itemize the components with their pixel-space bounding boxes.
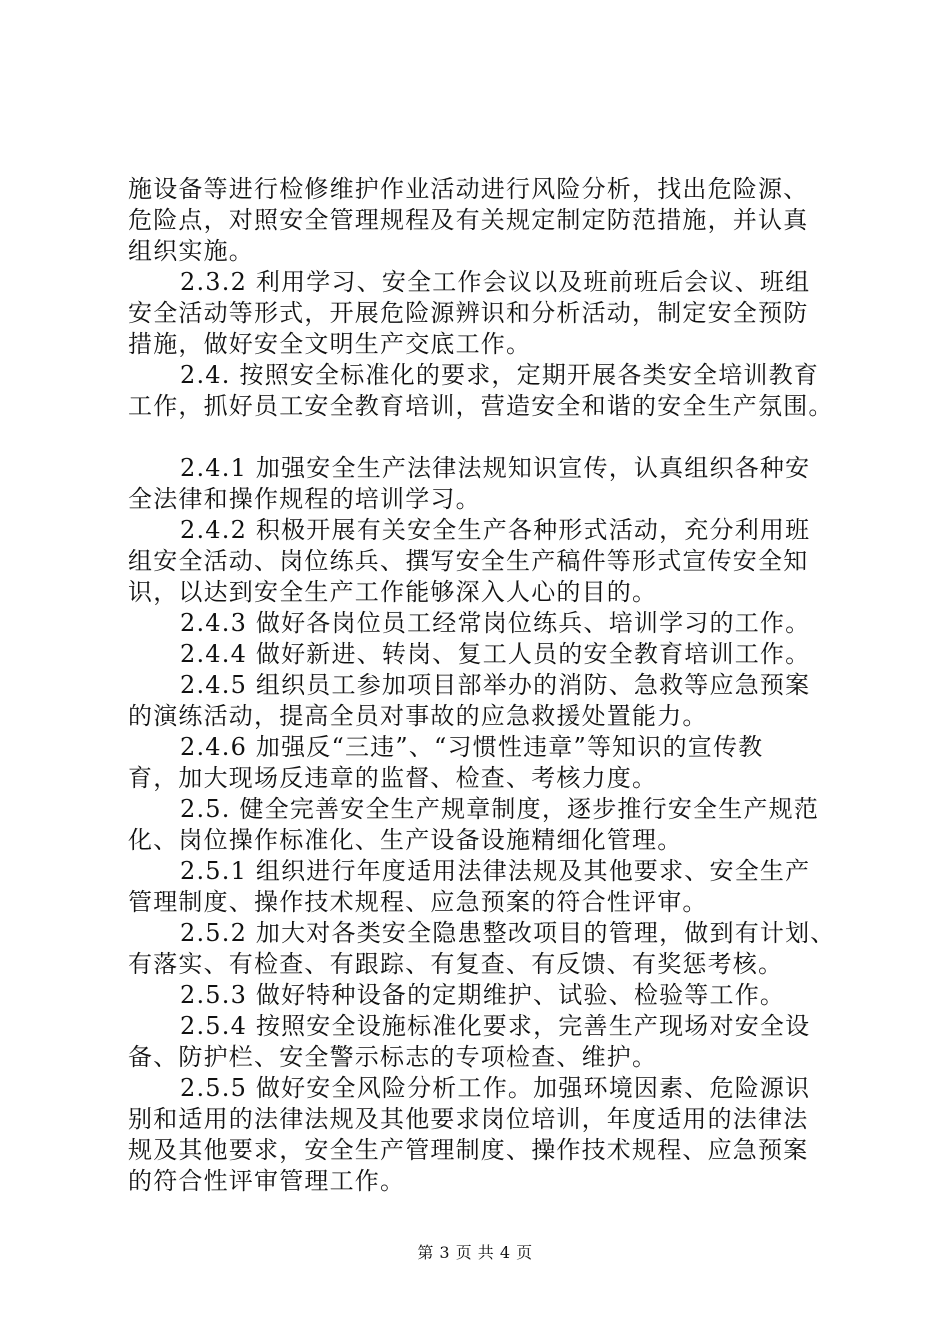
text-line: 工作，抓好员工安全教育培训，营造安全和谐的安全生产氛围。 <box>128 392 834 420</box>
section-2-4-1-line: 2.4.1 加强安全生产法律法规知识宣传，认真组织各种安 <box>180 454 811 482</box>
section-2-5-1-line: 2.5.1 组织进行年度适用法律法规及其他要求、安全生产 <box>180 857 811 885</box>
text-line: 措施，做好安全文明生产交底工作。 <box>128 330 532 358</box>
section-2-3-2-line: 2.3.2 利用学习、安全工作会议以及班前班后会议、班组 <box>180 268 811 296</box>
text-line: 育，加大现场反违章的监督、检查、考核力度。 <box>128 764 658 792</box>
text-line: 组安全活动、岗位练兵、撰写安全生产稿件等形式宣传安全知 <box>128 547 809 575</box>
text-line: 安全活动等形式，开展危险源辨识和分析活动，制定安全预防 <box>128 299 809 327</box>
section-2-5-line: 2.5. 健全完善安全生产规章制度，逐步推行安全生产规范 <box>180 795 820 823</box>
section-2-5-3-line: 2.5.3 做好特种设备的定期维护、试验、检验等工作。 <box>180 981 786 1009</box>
text-line: 有落实、有检查、有跟踪、有复查、有反馈、有奖惩考核。 <box>128 950 784 978</box>
section-2-4-6-line: 2.4.6 加强反“三违”、“习惯性违章”等知识的宣传教 <box>180 733 764 761</box>
text-line: 规及其他要求，安全生产管理制度、操作技术规程、应急预案 <box>128 1136 809 1164</box>
text-line: 的演练活动，提高全员对事故的应急救援处置能力。 <box>128 702 708 730</box>
text-line: 备、防护栏、安全警示标志的专项检查、维护。 <box>128 1043 658 1071</box>
text-line: 施设备等进行检修维护作业活动进行风险分析，找出危险源、 <box>128 175 809 203</box>
text-line: 组织实施。 <box>128 237 254 265</box>
text-line: 管理制度、操作技术规程、应急预案的符合性评审。 <box>128 888 708 916</box>
text-line: 化、岗位操作标准化、生产设备设施精细化管理。 <box>128 826 683 854</box>
section-2-5-5-line: 2.5.5 做好安全风险分析工作。加强环境因素、危险源识 <box>180 1074 811 1102</box>
text-line: 别和适用的法律法规及其他要求岗位培训，年度适用的法律法 <box>128 1105 809 1133</box>
page-number: 第 3 页 共 4 页 <box>417 1243 533 1262</box>
text-line: 全法律和操作规程的培训学习。 <box>128 485 481 513</box>
section-2-5-2-line: 2.5.2 加大对各类安全隐患整改项目的管理，做到有计划、 <box>180 919 836 947</box>
section-2-4-line: 2.4. 按照安全标准化的要求，定期开展各类安全培训教育 <box>180 361 820 389</box>
text-line: 危险点，对照安全管理规程及有关规定制定防范措施，并认真 <box>128 206 809 234</box>
section-2-4-5-line: 2.4.5 组织员工参加项目部举办的消防、急救等应急预案 <box>180 671 811 699</box>
section-2-4-4-line: 2.4.4 做好新进、转岗、复工人员的安全教育培训工作。 <box>180 640 811 668</box>
paragraph-gap <box>128 422 848 453</box>
document-body <box>128 174 848 1197</box>
text-line: 识，以达到安全生产工作能够深入人心的目的。 <box>128 578 658 606</box>
text-line: 的符合性评审管理工作。 <box>128 1167 406 1195</box>
section-2-4-2-line: 2.4.2 积极开展有关安全生产各种形式活动，充分利用班 <box>180 516 811 544</box>
section-2-4-3-line: 2.4.3 做好各岗位员工经常岗位练兵、培训学习的工作。 <box>180 609 811 637</box>
section-2-5-4-line: 2.5.4 按照安全设施标准化要求，完善生产现场对安全设 <box>180 1012 811 1040</box>
